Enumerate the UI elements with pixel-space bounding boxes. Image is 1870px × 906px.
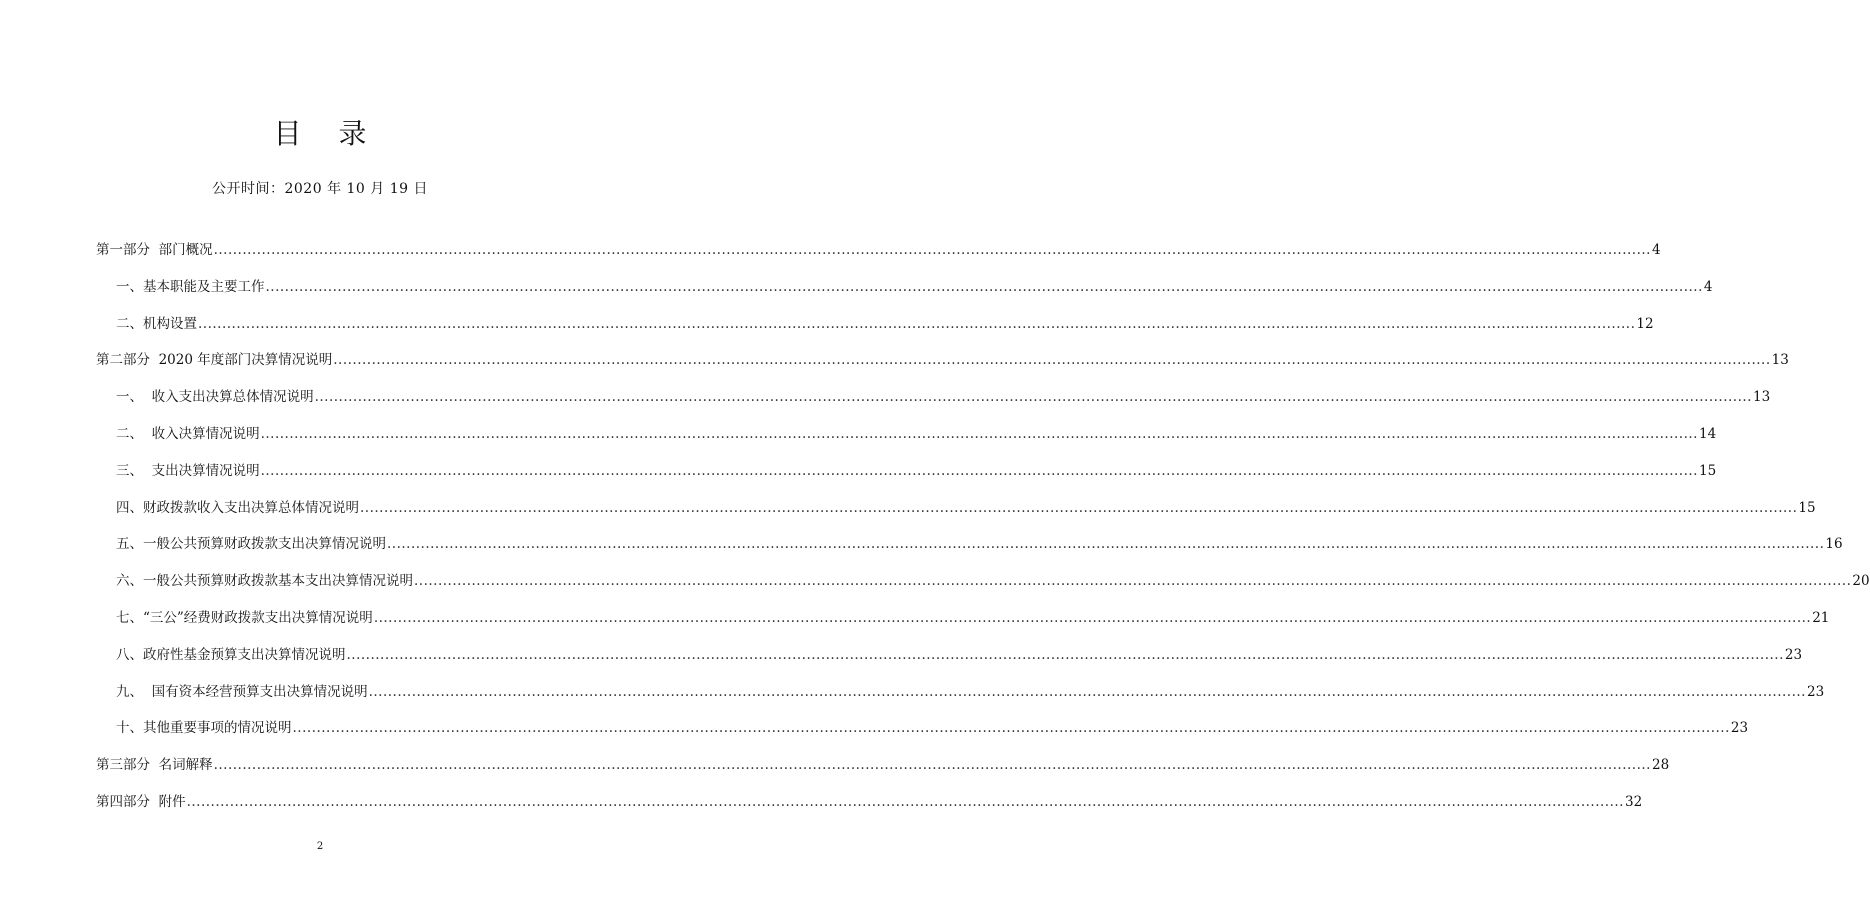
toc-entry[interactable] [96, 606, 1830, 643]
toc-dot-leader: ............................................................................................................................................................................................................................................................................................................ [198, 315, 1636, 332]
toc-entry-page: 4 [1651, 242, 1661, 258]
toc-entry-page: 12 [1636, 315, 1654, 332]
toc-entry-page: 20 [1852, 573, 1870, 590]
toc-entry-page: 23 [1730, 720, 1749, 737]
toc-entry-label: 八、政府性基金预算支出决算情况说明 [116, 646, 346, 663]
toc-entry-label: 九、 国有资本经营预算支出决算情况说明 [116, 683, 368, 700]
toc-entry-label: 五、一般公共预算财政拨款支出决算情况说明 [116, 536, 386, 553]
toc-entry[interactable] [96, 348, 1789, 385]
toc-dot-leader: ............................................................................................................................................................................................................................................................................................................ [186, 793, 1624, 810]
toc-entry-page: 4 [1703, 278, 1713, 295]
toc-entry-label: 三、 支出决算情况说明 [116, 462, 260, 479]
toc-entry-page: 15 [1698, 462, 1717, 479]
toc-entry[interactable] [96, 422, 1717, 459]
toc-entry-label: 第三部分 名词解释 [96, 757, 213, 774]
toc-entry-label: 二、 收入决算情况说明 [116, 425, 260, 442]
toc-entry[interactable] [96, 385, 1771, 422]
toc-entry-label: 四、财政拨款收入支出决算总体情况说明 [116, 499, 359, 516]
toc-entry-label: 六、一般公共预算财政拨款基本支出决算情况说明 [116, 573, 413, 590]
toc-dot-leader: ............................................................................................................................................................................................................................................................................................................ [333, 352, 1771, 369]
toc-dot-leader: ............................................................................................................................................................................................................................................................................................................ [373, 609, 1812, 626]
toc-dot-leader: ............................................................................................................................................................................................................................................................................................................ [314, 389, 1752, 406]
toc-entry[interactable] [96, 569, 1870, 606]
toc-entry-page: 23 [1784, 646, 1803, 663]
toc-entry[interactable] [96, 753, 1670, 790]
toc-entry[interactable] [96, 680, 1825, 717]
toc-entry-page: 21 [1812, 609, 1830, 626]
toc-entry[interactable] [96, 716, 1749, 753]
toc-entry-label: 第二部分 2020 年度部门决算情况说明 [96, 352, 333, 369]
toc-entry-page: 14 [1698, 425, 1717, 442]
toc-dot-leader: ............................................................................................................................................................................................................................................................................................................ [368, 683, 1806, 700]
toc-entry-page: 23 [1806, 683, 1825, 700]
toc-entry-label: 一、 收入支出决算总体情况说明 [116, 389, 314, 406]
toc-entry[interactable] [96, 790, 1643, 827]
toc-entry-page: 13 [1771, 352, 1789, 369]
toc-dot-leader: ............................................................................................................................................................................................................................................................................................................ [346, 646, 1784, 663]
toc-dot-leader: ............................................................................................................................................................................................................................................................................................................ [414, 573, 1852, 590]
toc-dot-leader: ............................................................................................................................................................................................................................................................................................................ [360, 499, 1798, 516]
toc-entry[interactable] [96, 312, 1654, 349]
toc-entry-page: 15 [1798, 499, 1816, 516]
toc-dot-leader: ............................................................................................................................................................................................................................................................................................................ [292, 720, 1730, 737]
toc-entry[interactable] [96, 459, 1717, 496]
toc-entry-page: 16 [1825, 536, 1843, 553]
toc-entry-label: 十、其他重要事项的情况说明 [116, 720, 292, 737]
toc-entry[interactable] [96, 532, 1843, 569]
toc-dot-leader: ............................................................................................................................................................................................................................................................................................................ [260, 462, 1698, 479]
toc-entry-page: 28 [1651, 757, 1670, 774]
page-number: 2 [316, 841, 324, 852]
toc-entry-label: 二、机构设置 [116, 315, 197, 332]
toc-dot-leader: ............................................................................................................................................................................................................................................................................................................ [265, 278, 1703, 295]
publish-date: 公开时间：2020 年 10 月 19 日 [211, 181, 428, 197]
toc-dot-leader: ............................................................................................................................................................................................................................................................................................................ [387, 536, 1825, 553]
toc-entry[interactable] [96, 496, 1816, 533]
toc-dot-leader: ............................................................................................................................................................................................................................................................................................................ [213, 757, 1651, 774]
toc-entry-label: 第四部分 附件 [96, 793, 186, 810]
table-of-contents [96, 238, 1870, 827]
toc-entry-label: 七、“三公”经费财政拨款支出决算情况说明 [116, 609, 373, 626]
toc-entry-label: 第一部分 部门概况 [96, 242, 213, 258]
toc-entry[interactable] [96, 238, 1661, 275]
toc-entry[interactable] [96, 643, 1803, 680]
toc-dot-leader: ............................................................................................................................................................................................................................................................................................................ [213, 242, 1651, 258]
toc-dot-leader: ............................................................................................................................................................................................................................................................................................................ [260, 425, 1698, 442]
toc-entry-page: 13 [1752, 389, 1771, 406]
toc-entry-label: 一、基本职能及主要工作 [116, 278, 265, 295]
toc-entry-page: 32 [1624, 793, 1643, 810]
page-title: 目 录 [273, 117, 381, 150]
toc-entry[interactable] [96, 275, 1713, 312]
